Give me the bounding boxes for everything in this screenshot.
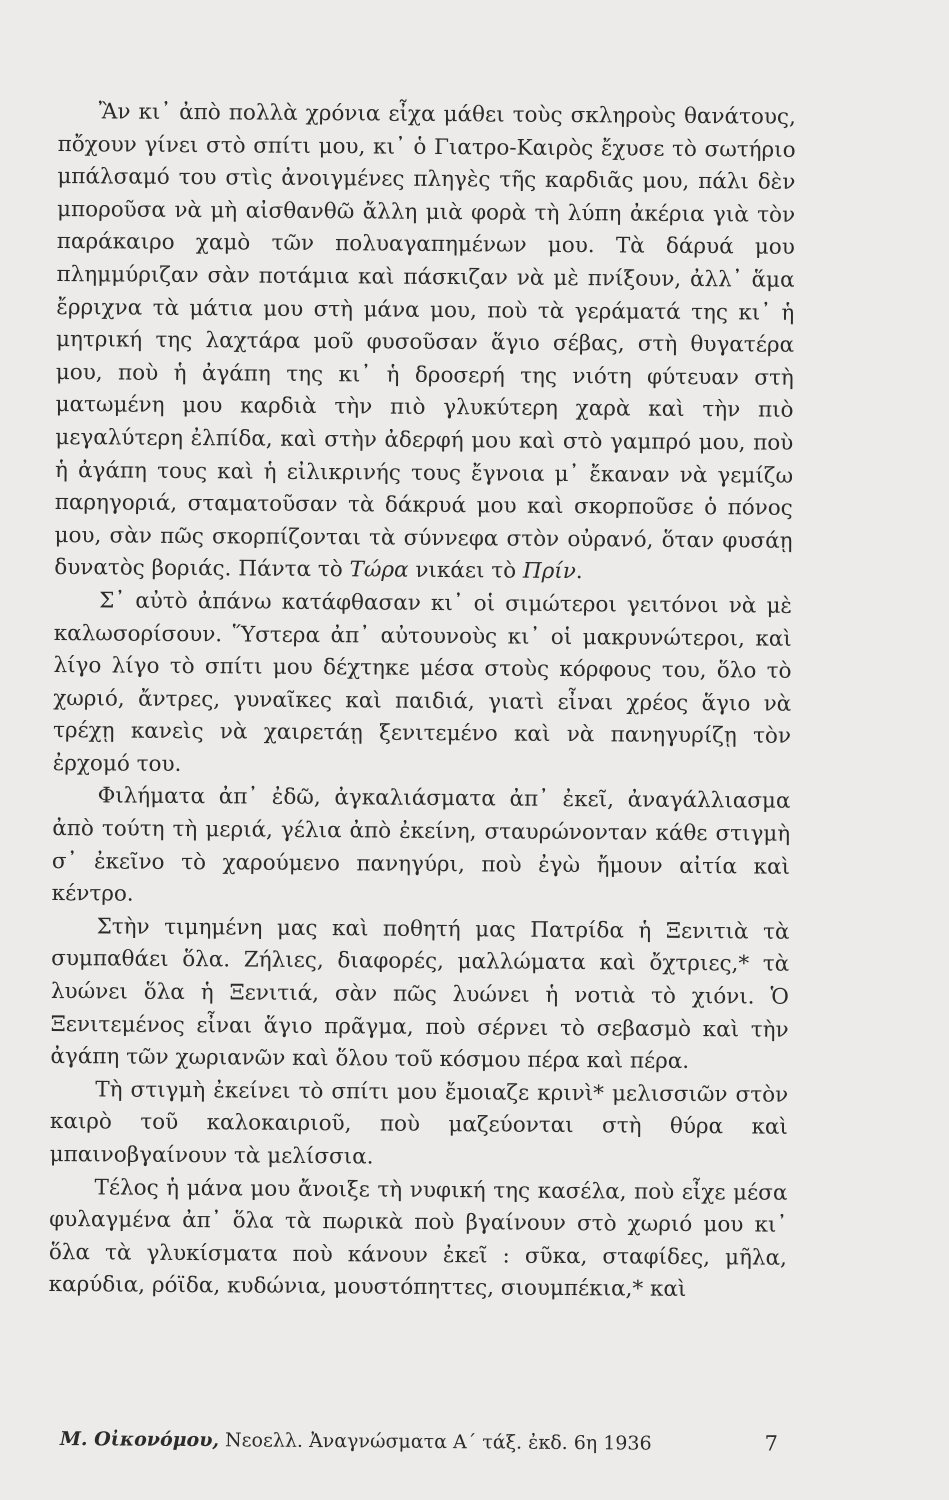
paragraph-4: Στὴν τιμημένη μας καὶ ποθητή μας Πατρίδα ἡ Ξενιτιὰ τὰ συμπαθάει ὅλα. Ζήλιες, διαφορές, μαλλώματα καὶ ὄχτριες,* τὰ λυώνει ὅλα ἡ Ξενιτιά, σὰν πῶς λυώνει ἡ νοτιὰ τὸ χιόνι. Ὁ Ξενιτεμένος εἶναι ἅγιο πρᾶγμα, ποὺ σέρνει τὸ σεβασμὸ καὶ τὴν ἀγάπη τῶν χωριανῶν καὶ ὅλου τοῦ κόσμου πέρα καὶ πέρα.: [50, 914, 790, 1075]
paragraph-2: Σ᾿ αὐτὸ ἀπάνω κατάφθασαν κι᾿ οἱ σιμώτεροι γειτόνοι νὰ μὲ καλωσορίσουν. Ὕστερα ἀπ᾿ αὐτουνοὺς κι᾿ οἱ μακρυνώτεροι, καὶ λίγο λίγο τὸ σπίτι μου δέχτηκε μέσα στοὺς κόρφους του, ὅλο τὸ χωριό, ἄντρες, γυναῖκες καὶ παιδιά, γιατὶ εἶναι χρέος ἅγιο νὰ τρέχῃ κανεὶς νὰ χαιρετάῃ ξενιτεμένο καὶ νὰ πανηγυρίζῃ τὸν ἐρχομό του.: [52, 588, 793, 777]
paragraph-5: Τὴ στιγμὴ ἐκείνει τὸ σπίτι μου ἔμοιαζε κρινὶ* μελισσιῶν στὸν καιρὸ τοῦ καλοκαιριοῦ, ποὺ μαζεύονται στὴ θύρα καὶ μπαινοβγαίνουν τὰ μελίσσια.: [49, 1077, 789, 1170]
paragraph-1: [54, 96, 796, 591]
paragraph-1-end: .: [575, 559, 583, 585]
footer-author: Μ. Οἰκονόμου,: [59, 1427, 220, 1452]
emphasis-prin: Πρίν: [522, 558, 576, 585]
page-footer: [60, 1426, 778, 1456]
footer-source: Νεοελλ. Ἀναγνώσματα Α΄ τάξ. ἐκδ. 6η 1936: [218, 1429, 652, 1455]
page-number: 7: [764, 1431, 778, 1456]
paragraph-1-text: Ἂν κι᾿ ἀπὸ πολλὰ χρόνια εἶχα μάθει τοὺς σκληροὺς θανάτους, πὄχουν γίνει στὸ σπίτι μου, κι᾿ ὁ Γιατρο-Καιρὸς ἔχυσε τὸ σωτήριο μπάλσαμό του στὶς ἀνοιγμένες πληγὲς τῆς καρδιᾶς μου, πάλι δὲν μποροῦσα νὰ μὴ αἰσθανθῶ ἄλλη μιὰ φορὰ τὴ λύπη ἀκέρια γιὰ τὸν παράκαιρο χαμὸ τῶν πολυαγαπημένων μου. Τὰ δάρυά μου πλημμύριζαν σὰν ποτάμια καὶ πάσκιζαν νὰ μὲ πνίξουν, ἀλλ᾿ ἅμα ἔρριχνα τὰ μάτια μου στὴ μάνα μου, ποὺ τὰ γεράματά της κι᾿ ἡ μητρική της λαχτάρα μοῦ φυσοῦσαν ἅγιο σέβας, στὴ θυγατέρα μου, ποὺ ἡ ἀγάπη της κι᾿ ἡ δροσερή της νιότη φύτευαν στὴ ματωμένη μου καρδιὰ τὴν πιὸ γλυκύτερη χαρὰ καὶ τὴν πιὸ μεγαλύτερη ἐλπίδα, καὶ στὴν ἀδερφή μου καὶ στὸ γαμπρό μου, ποὺ ἡ ἀγάπη τους καὶ ἡ εἰλικρινής τους ἔγνοια μ᾿ ἔκαναν νὰ γεμίζω παρηγοριά, σταματοῦσαν τὰ δάκρυά μου καὶ σκορποῦσε ὁ πόνος μου, σὰν πῶς σκορπίζονται τὰ σύννεφα στὸν οὐρανό, ὅταν φυσάῃ δυνατὸς βοριάς. Πάντα τὸ: [54, 99, 796, 583]
paragraph-1-mid: νικάει τὸ: [408, 558, 524, 584]
paragraph-3: Φιλήματα ἀπ᾿ ἐδῶ, ἀγκαλιάσματα ἀπ᾿ ἐκεῖ, ἀναγάλλιασμα ἀπὸ τούτη τὴ μεριά, γέλια ἀπὸ ἐκείνη, σταυρώνονταν κάθε στιγμὴ σ᾿ ἐκεῖνο τὸ χαρούμενο πανηγύρι, ποὺ ἐγὼ ἤμουν αἰτία καὶ κέντρο.: [51, 783, 791, 907]
paragraph-6: Τέλος ἡ μάνα μου ἄνοιξε τὴ νυφική της κασέλα, ποὺ εἶχε μέσα φυλαγμένα ἀπ᾿ ὅλα τὰ πωρικὰ ποὺ βγαίνουν στὸ χωριό μου κι᾿ ὅλα τὰ γλυκίσματα ποὺ κάνουν ἐκεῖ : σῦκα, σταφίδες, μῆλα, καρύδια, ρόϊδα, κυδώνια, μουστόπηττες, σιουμπέκια,* καὶ: [48, 1174, 788, 1303]
emphasis-tora: Τώρα: [349, 557, 409, 584]
footer-citation: [60, 1428, 652, 1455]
body-text: [49, 96, 796, 1308]
